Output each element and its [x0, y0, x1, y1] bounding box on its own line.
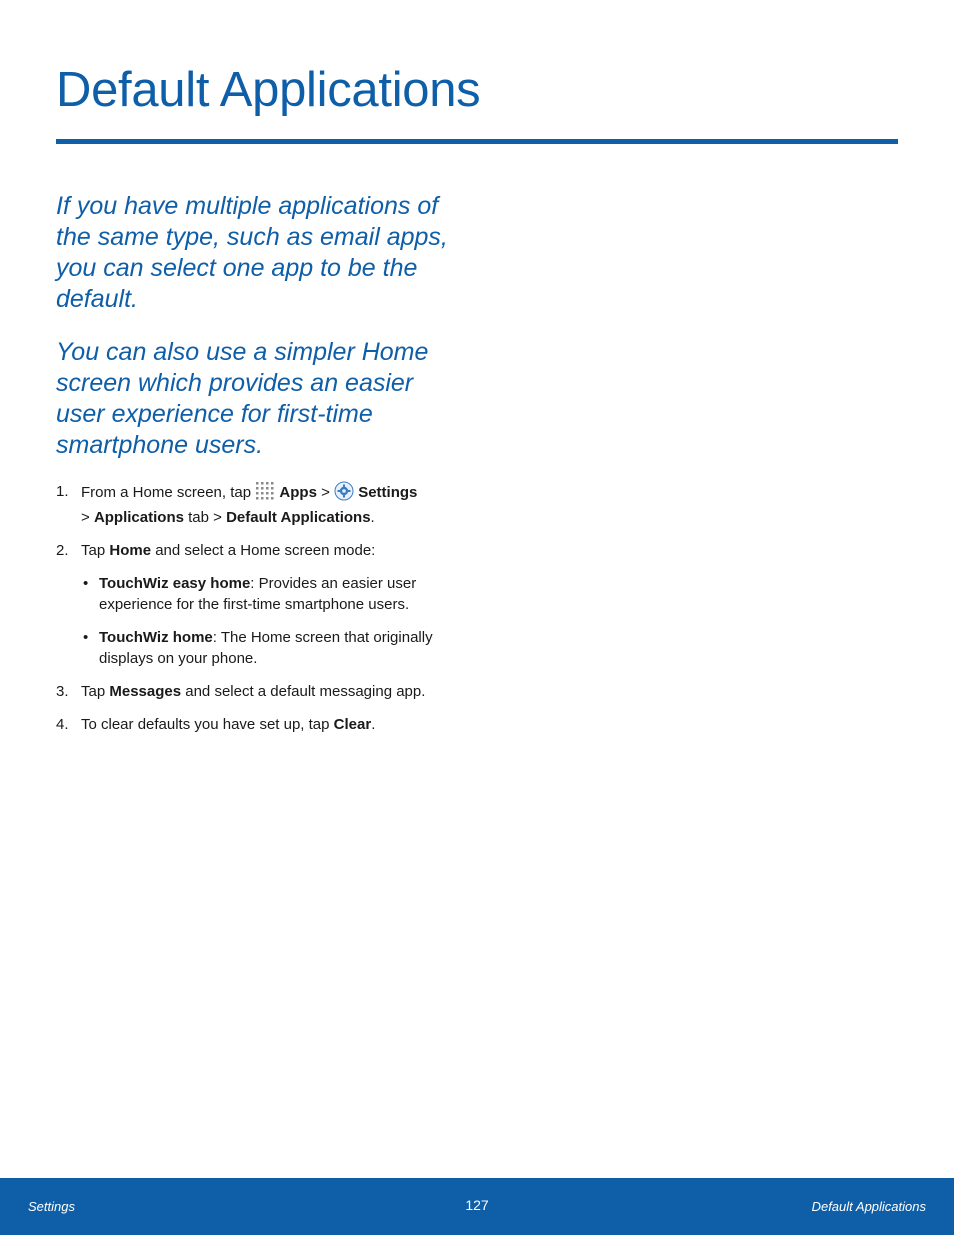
step-3	[56, 681, 456, 702]
settings-label: Settings	[358, 484, 418, 501]
step-1	[56, 481, 456, 528]
bullet-text: : The Home screen that originally displays on your phone.	[99, 629, 433, 667]
apps-label: Apps	[279, 484, 317, 501]
messages-label: Messages	[109, 683, 182, 700]
page-footer	[0, 1178, 954, 1235]
bullet-dot: •	[83, 629, 89, 646]
default-applications-label: Default Applications	[226, 509, 371, 526]
step-number: 1.	[56, 483, 69, 500]
touchwiz-home-label: TouchWiz home	[99, 629, 213, 646]
footer-chapter-name: Default Applications	[811, 1199, 926, 1214]
step-text: Tap	[81, 542, 110, 559]
list-item	[81, 627, 456, 669]
step-text: .	[370, 509, 375, 526]
step-text: To clear defaults you have set up, tap	[81, 716, 334, 733]
settings-gear-icon	[334, 481, 354, 507]
step-text: >	[81, 509, 94, 526]
bullet-dot: •	[83, 575, 89, 592]
steps-list	[56, 481, 456, 747]
step-2	[56, 540, 456, 669]
apps-grid-icon	[255, 481, 275, 507]
home-mode-list	[81, 573, 456, 669]
title-underline	[56, 139, 898, 144]
page-title: Default Applications	[56, 63, 481, 117]
list-item	[81, 573, 456, 615]
applications-label: Applications	[93, 509, 184, 526]
step-number: 2.	[56, 542, 69, 559]
touchwiz-easy-home-label: TouchWiz easy home	[99, 575, 251, 592]
step-text: From a Home screen, tap	[81, 484, 256, 501]
home-label: Home	[109, 542, 152, 559]
step-text: and select a Home screen mode:	[151, 542, 376, 559]
footer-section-name: Settings	[28, 1199, 75, 1214]
footer-page-number: 127	[465, 1197, 489, 1213]
step-number: 3.	[56, 683, 69, 700]
step-text: tab >	[183, 509, 227, 526]
intro-paragraph-2: You can also use a simpler Home screen which provides an easier user experience for first-time smartphone users.	[56, 338, 429, 459]
bullet-text: : Provides an easier user experience for the first-time smartphone users.	[99, 575, 417, 613]
step-4	[56, 714, 456, 735]
step-text: Tap	[81, 683, 110, 700]
step-text: and select a default messaging app.	[181, 683, 426, 700]
clear-label: Clear	[333, 716, 372, 733]
step-number: 4.	[56, 716, 69, 733]
intro-paragraph-1: If you have multiple applications of the same type, such as email apps, you can select one app to be the default.	[56, 192, 448, 313]
step-text: >	[316, 484, 335, 501]
step-text: .	[371, 716, 376, 733]
